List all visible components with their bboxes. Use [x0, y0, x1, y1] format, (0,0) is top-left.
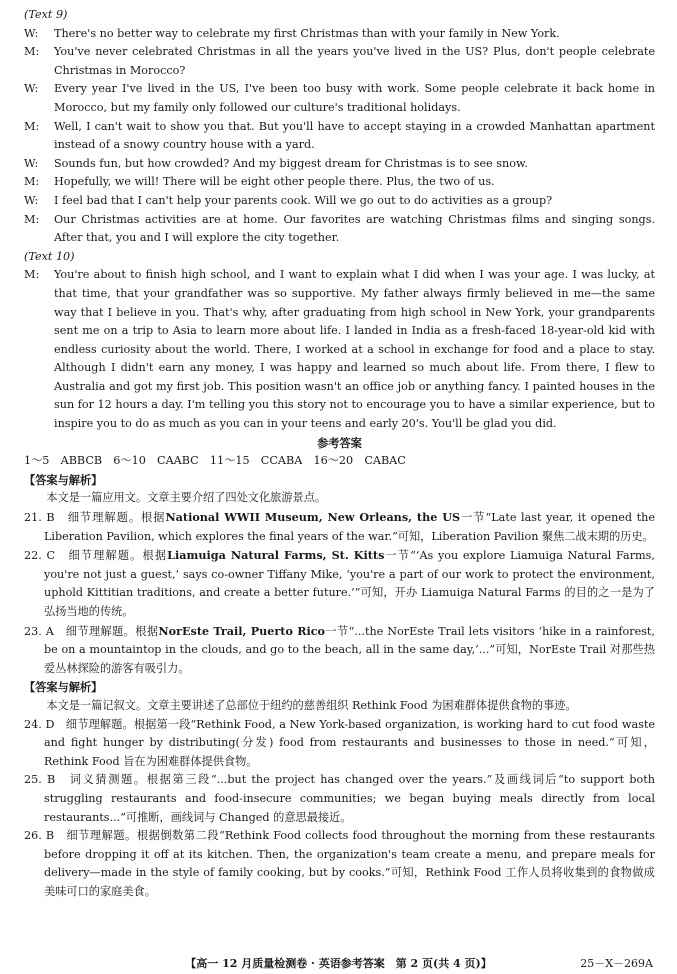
- bold-reference: NorEste Trail, Puerto Rico: [158, 623, 326, 638]
- dialogue-text: Hopefully, we will! There will be eight other people there. Plus, the two of us.: [54, 175, 495, 189]
- dialogue-line: [24, 173, 655, 192]
- section-a-items: [24, 508, 655, 678]
- dialogue-line: [24, 43, 655, 80]
- explanation-pre: 细节理解题。根据: [67, 511, 166, 525]
- section-a-intro: 本文是一篇应用文。文章主要介绍了四处文化旅游景点。: [46, 491, 327, 505]
- dialogue-text: Well, I can't wait to show you that. But you'll have to accept staying in a crowded Manhattan apartment instead of a snowy country house with a yard.: [54, 119, 655, 152]
- text10-label: (Text 10): [24, 249, 75, 263]
- answer-number: 22. C: [24, 549, 56, 563]
- dialogue-text: Our Christmas activities are at home. Our favorites are watching Christmas films and singing songs. After that, you and I will explore the city together.: [54, 212, 655, 245]
- dialogue-text: I feel bad that I can't help your parents cook. Will we go out to do activities as a group?: [54, 193, 553, 207]
- dialogue-line: [24, 80, 655, 117]
- speaker: W:: [24, 26, 39, 40]
- answer-item: [24, 827, 655, 901]
- explanation-text: 细节理解题。根据第一段“Rethink Food, a New York-based organization, is working hard to cut food waste and fight hunger by distributing(分发) food from restaurants and businesses to those in need.”可知，Rethink Food 旨在为困难群体提供食物。: [44, 717, 655, 768]
- text9-label: (Text 9): [24, 8, 68, 21]
- explanation-post: 一节“Late last year, it opened the Liberation Pavilion, which explores the final years of the war.”可知，Liberation Pavilion 聚焦二战末期的历史。: [44, 511, 655, 543]
- section-a-heading: 【答案与解析】: [24, 472, 103, 487]
- explanation-post: 一节“‘As you explore Liamuiga Natural Farms, you're not just a guest,’ says co-owner Tiffany Mike, ‘you're a part of our work to protect the environment, uphold Kittitian traditions, and create a better future.’”可知，开办 Liamuiga Natural Farms 的目的之一是为了弘扬当地的传统。: [44, 549, 655, 618]
- answer-item: [24, 546, 655, 621]
- explanation-text: 细节理解题。根据倒数第二段“Rethink Food collects food throughout the morning from these restaurants before dropping it off at its kitchen. Then, the organization's team create a menu, and prepare meals for delivery—made in the style of family cooking, but by cooks.”可知，Rethink Food 工作人员将收集到的食物做成美味可口的家庭美食。: [44, 829, 655, 898]
- speaker: M:: [24, 175, 40, 189]
- explanation-pre: 细节理解题。根据: [68, 549, 168, 563]
- dialogue-line: [24, 211, 655, 248]
- explanation-post: 一节“...the NorEste Trail lets visitors ‘hike in a rainforest, be on a mountaintop in the clouds, and go to the beach, all in the same day,’...”可知，NorEste Trail 对那些热爱丛林探险的游客有吸引力。: [44, 624, 655, 675]
- dialogue-text: Sounds fun, but how crowded? And my biggest dream for Christmas is to see snow.: [54, 156, 528, 170]
- dialogue-line: [24, 155, 655, 174]
- monologue-text: You're about to finish high school, and I want to explain what I did when I was your age. I was lucky, at that time, that your grandfather was so supportive. My father always firmly believed in me—the same way that I believe in you. That's why, after graduating from high school in New York, your grandparents sent me on a trip to Asia to learn more about life. I landed in India as a fresh-faced 18-year-old kid with endless curiosity about the world. There, I worked at a school in exchange for food and a place to stay. Although I didn't earn any money, I was happy and learned so much about life. From there, I flew to Australia and got my first job. This position wasn't an office job or anything fancy. I painted houses in the sun for 12 hours a day. I'm telling you this story not to encourage you to have a similar experience, but to inspire you to do as much as you can in your teens and early 20's. You'll be glad you did.: [54, 268, 655, 431]
- speaker: W:: [24, 193, 39, 207]
- bold-reference: National WWII Museum, New Orleans, the US: [165, 510, 461, 525]
- answer-item: [24, 716, 655, 772]
- bold-reference: Liamuiga Natural Farms, St. Kitts: [167, 548, 385, 563]
- answer-item: [24, 771, 655, 827]
- dialogue-line: [24, 25, 655, 44]
- dialogue-text: You've never celebrated Christmas in all the years you've lived in the US? Plus, don't people celebrate Christmas in Morocco?: [54, 45, 655, 77]
- answer-item: [24, 508, 655, 546]
- dialogue-text: There's no better way to celebrate my first Christmas than with your family in New York.: [54, 26, 560, 40]
- dialogue-line: [24, 192, 655, 211]
- section-b-intro: 本文是一篇记叙文。文章主要讲述了总部位于纽约的慈善组织 Rethink Food 为困难群体提供食物的事迹。: [46, 698, 577, 712]
- answer-item: [24, 622, 655, 679]
- dialogue-text: Every year I've lived in the US, I've been too busy with work. Some people celebrate it back home in Morocco, but my family only followed our culture's traditional holidays.: [54, 82, 655, 114]
- speaker: M:: [24, 45, 40, 59]
- section-b-heading: 【答案与解析】: [24, 680, 103, 695]
- section-b-items: [24, 716, 655, 902]
- text10-monologue: [24, 266, 655, 433]
- answer-number: 21. B: [24, 511, 55, 525]
- footer-title: 【高一 12 月质量检测卷 · 英语参考答案 第 2 页(共 4 页)】: [185, 957, 492, 970]
- explanation-pre: 细节理解题。根据: [65, 624, 159, 638]
- answer-number: 23. A: [24, 624, 54, 638]
- answers-title: 参考答案: [317, 435, 362, 450]
- speaker: W:: [24, 82, 39, 96]
- answer-number: 25. B: [24, 773, 56, 787]
- speaker: M:: [24, 212, 40, 226]
- answer-number: 24. D: [24, 717, 55, 731]
- explanation-text: 词义猜测题。根据第三段“...but the project has changed over the years.”及画线词后“to support both struggling restaurants and food-insecure communities; we began buying meals directly from local restaurants...”可推断，画线词与 Changed 的意思最接近。: [44, 773, 655, 824]
- speaker: W:: [24, 156, 39, 170]
- dialogue-line: [24, 118, 655, 155]
- footer-code: 25－X－269A: [580, 957, 653, 970]
- answer-number: 26. B: [24, 829, 55, 843]
- text9-dialogue: [24, 25, 655, 248]
- answers-line: 1～5 ABBCB 6～10 CAABC 11～15 CCABA 16～20 CABAC: [24, 454, 406, 468]
- speaker: M:: [24, 119, 40, 133]
- speaker: M:: [24, 268, 40, 282]
